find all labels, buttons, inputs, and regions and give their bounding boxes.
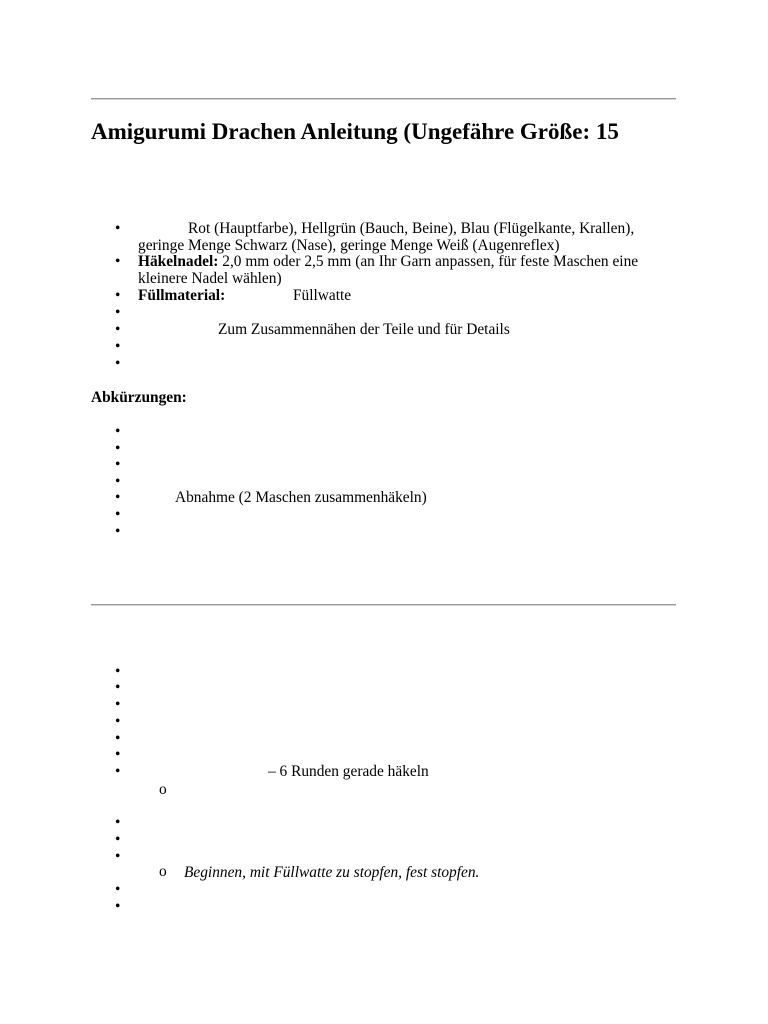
bullet-icon: • [115, 423, 121, 440]
abbreviations-heading: Abkürzungen: [91, 389, 187, 406]
bullet-icon: • [115, 679, 121, 696]
list-item [0, 679, 768, 696]
bullet-icon: • [115, 473, 121, 490]
sub-list-item [0, 864, 768, 881]
bullet-icon: • [115, 321, 121, 338]
list-item [0, 848, 768, 865]
list-item [0, 253, 768, 287]
filling-label: Füllmaterial: [138, 287, 226, 304]
list-item [0, 473, 768, 490]
list-item [0, 456, 768, 473]
bullet-icon: • [115, 338, 121, 355]
bullet-icon: • [115, 355, 121, 372]
materials-colors: Rot (Hauptfarbe), Hellgrün (Bauch, Beine), Blau (Flügelkante, Krallen), geringe Menge Schwarz (Nase), geringe Menge Weiß (Augenreflex) [138, 220, 635, 254]
bullet-icon: • [115, 713, 121, 730]
bullet-icon: • [115, 220, 121, 237]
sub-bullet-icon: o [159, 863, 167, 880]
list-item [0, 287, 768, 304]
bullet-icon: • [115, 814, 121, 831]
list-item [0, 220, 768, 254]
page-title: Amigurumi Drachen Anleitung (Ungefähre Größe: 15 [91, 119, 619, 144]
list-item [0, 730, 768, 747]
bullet-icon: • [115, 489, 121, 506]
horizontal-rule-middle [91, 604, 676, 606]
bullet-icon: • [115, 696, 121, 713]
bullet-icon: • [115, 506, 121, 523]
filling-value: Füllwatte [293, 287, 352, 304]
list-item [0, 746, 768, 763]
bullet-icon: • [115, 746, 121, 763]
bullet-icon: • [115, 831, 121, 848]
stuffing-note: Beginnen, mit Füllwatte zu stopfen, fest stopfen. [184, 864, 480, 881]
bullet-icon: • [115, 663, 121, 680]
list-item [0, 523, 768, 540]
list-item [0, 355, 768, 372]
bullet-icon: • [115, 523, 121, 540]
materials-hook [138, 253, 662, 287]
bullet-icon: • [115, 287, 121, 304]
rounds-instruction: – 6 Runden gerade häkeln [268, 763, 429, 780]
list-item [0, 304, 768, 321]
list-item [0, 696, 768, 713]
bullet-icon: • [115, 881, 121, 898]
sub-list-item [0, 781, 768, 798]
hook-text: 2,0 mm oder 2,5 mm (an Ihr Garn anpassen, für feste Maschen eine kleinere Nadel wählen) [138, 253, 639, 287]
list-item [0, 898, 768, 915]
list-item [0, 440, 768, 457]
list-item [0, 423, 768, 440]
bullet-icon: • [115, 253, 121, 270]
bullet-icon: • [115, 848, 121, 865]
list-item [0, 831, 768, 848]
list-item [0, 713, 768, 730]
list-item [0, 663, 768, 680]
bullet-icon: • [115, 763, 121, 780]
list-item [0, 763, 768, 780]
bullet-icon: • [115, 456, 121, 473]
list-item [0, 814, 768, 831]
list-item [0, 321, 768, 338]
list-item [0, 338, 768, 355]
sewing-note: Zum Zusammennähen der Teile und für Details [218, 321, 510, 338]
horizontal-rule-top [91, 98, 676, 100]
bullet-icon: • [115, 440, 121, 457]
bullet-icon: • [115, 898, 121, 915]
list-item [0, 881, 768, 898]
abbreviation-decrease: Abnahme (2 Maschen zusammenhäkeln) [175, 489, 427, 506]
bullet-icon: • [115, 730, 121, 747]
hook-label: Häkelnadel: [138, 253, 219, 270]
list-item [0, 506, 768, 523]
sub-bullet-icon: o [159, 781, 167, 798]
bullet-icon: • [115, 304, 121, 321]
list-item [0, 489, 768, 506]
